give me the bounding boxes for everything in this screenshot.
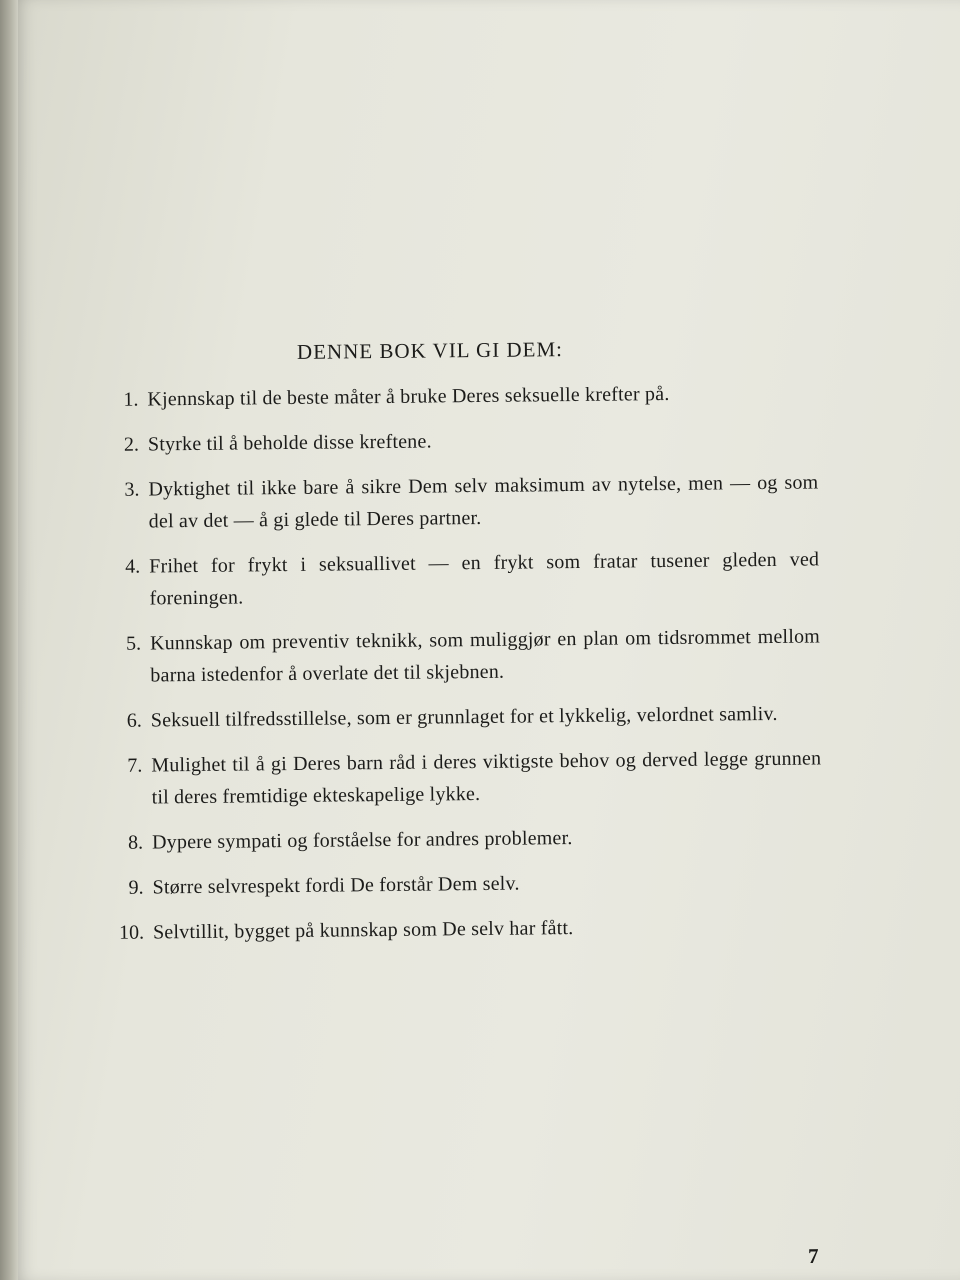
list-item-text: Større selvrespekt fordi De forstår Dem selv. [152, 872, 520, 899]
list-item-text: Mulighet til å gi Deres barn råd i deres viktigste behov og derved legge grunnen til deres fremtidige ekteskapelige lykke. [151, 747, 822, 809]
list-item-text: Frihet for frykt i seksuallivet — en frykt som fratar tusener gleden ved foreningen. [149, 548, 820, 610]
list-item [103, 909, 823, 949]
list-item [97, 376, 817, 416]
list-item-text: Dyktighet til ikke bare å sikre Dem selv maksimum av nytelse, men — og som del av det — å gi glede til Deres partner. [148, 471, 819, 533]
list-item [100, 620, 821, 692]
list-item [101, 742, 822, 814]
list-item-number: 1. [123, 388, 139, 411]
list-item [99, 543, 820, 615]
list-item-number: 3. [124, 478, 140, 501]
page-heading: DENNE BOK VIL GI DEM: [296, 337, 564, 364]
list-item-text: Seksuell tilfredsstillelse, som er grunnlaget for et lykkelig, velordnet samliv. [150, 702, 778, 732]
list-item-number: 9. [128, 876, 144, 899]
list-item-number: 2. [123, 433, 140, 456]
list-item-number: 6. [126, 709, 142, 732]
list-item-text: Kjennskap til de beste måter å bruke Deres seksuelle krefter på. [147, 383, 670, 411]
list-item-text: Selvtillit, bygget på kunnskap som De selv har fått. [152, 917, 574, 944]
list-item-text: Styrke til å beholde disse kreftene. [147, 430, 432, 456]
list-item [102, 864, 822, 904]
list-item-number: 7. [127, 754, 143, 777]
list-item-number: 8. [127, 831, 144, 854]
page-number: 7 [807, 1243, 819, 1269]
list-item [98, 466, 819, 538]
list-item [101, 697, 821, 737]
list-item [102, 819, 822, 859]
list-item [98, 421, 818, 461]
list-item-number: 4. [125, 555, 141, 578]
list-item-number: 10. [118, 921, 145, 944]
list-item-text: Kunnskap om preventiv teknikk, som muliggjør en plan om tidsrommet mellom barna istedenfor å overlate det til skjebnen. [149, 625, 821, 687]
list-item-text: Dypere sympati og forståelse for andres problemer. [151, 827, 573, 854]
benefits-list [97, 376, 823, 962]
list-item-number: 5. [125, 632, 142, 655]
